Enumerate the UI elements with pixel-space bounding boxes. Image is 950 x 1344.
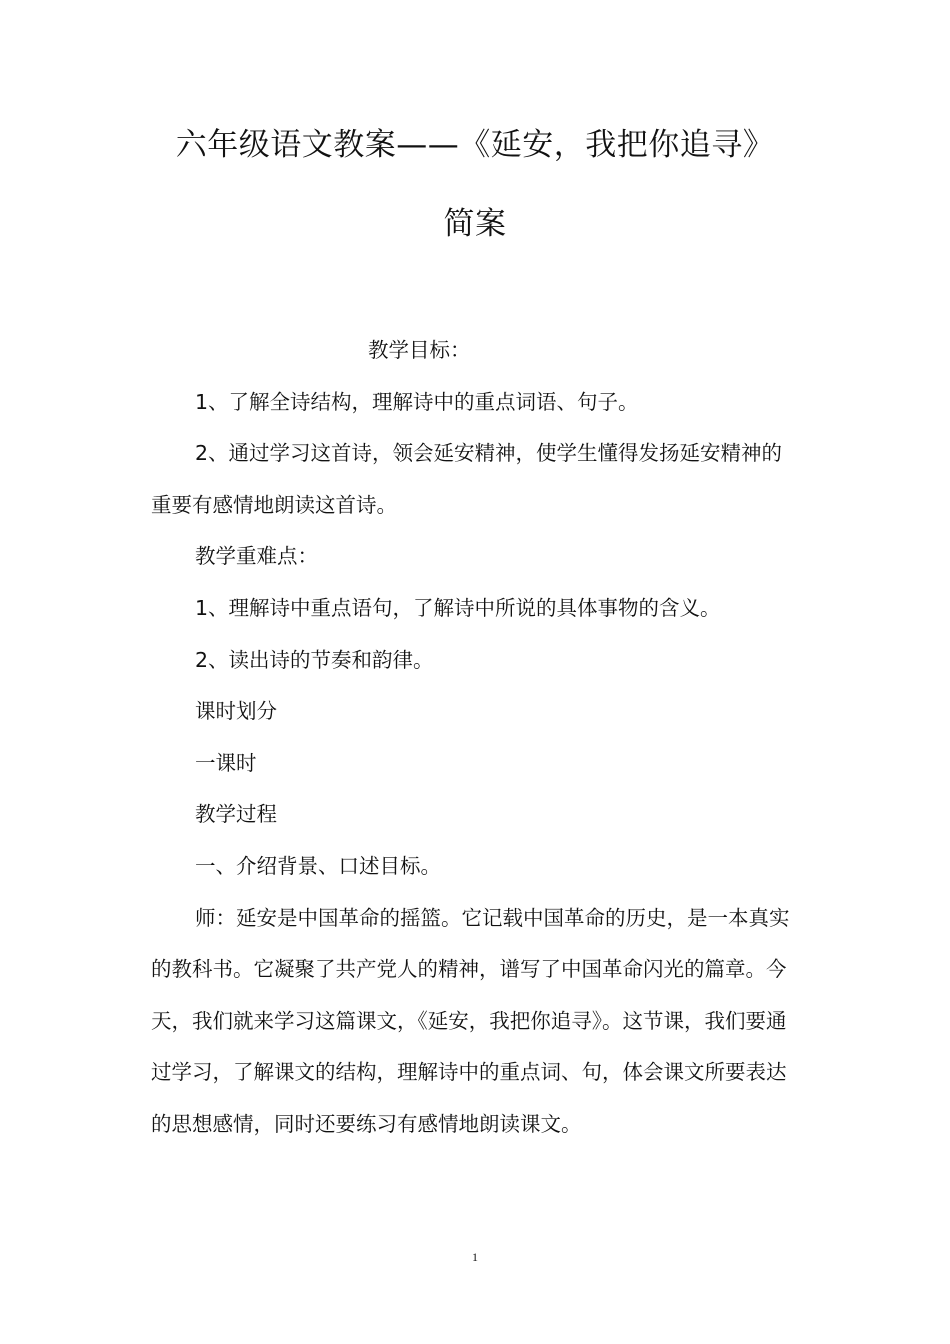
document-title-line-1: 六年级语文教案——《延安，我把你追寻》 xyxy=(175,127,775,163)
document-title-line-2: 简案 xyxy=(443,206,507,242)
paragraph-schedule: 一课时 xyxy=(195,750,257,775)
paragraph-objective-2: 2、通过学习这首诗，领会延安精神，使学生懂得发扬延安精神的重要有感情地朗读这首诗。 xyxy=(151,441,783,517)
section-heading-process: 教学过程 xyxy=(195,802,277,827)
paragraph-objective-1: 1、了解全诗结构，理解诗中的重点词语、句子。 xyxy=(195,389,639,414)
section-heading-key-points: 教学重难点： xyxy=(195,544,318,569)
paragraph-key-point-2: 2、读出诗的节奏和韵律。 xyxy=(195,647,434,672)
document-body xyxy=(151,325,801,1151)
paragraph-key-point-1: 1、理解诗中重点语句，了解诗中所说的具体事物的含义。 xyxy=(195,595,721,620)
paragraph-process-step-1: 一、介绍背景、口述目标。 xyxy=(195,853,441,878)
page-number: 1 xyxy=(472,1250,478,1264)
section-heading-objectives: 教学目标： xyxy=(368,338,471,362)
section-heading-schedule: 课时划分 xyxy=(195,699,277,724)
paragraph-teacher-intro: 师：延安是中国革命的摇篮。它记载中国革命的历史，是一本真实的教科书。它凝聚了共产党人的精神，谱写了中国革命闪光的篇章。今天，我们就来学习这篇课文，《延安，我把你追寻》。这节课，我们要通过学习，了解课文的结构，理解诗中的重点词、句，体会课文所要表达的思想感情，同时还要练习有感情地朗读课文。 xyxy=(151,905,790,1136)
